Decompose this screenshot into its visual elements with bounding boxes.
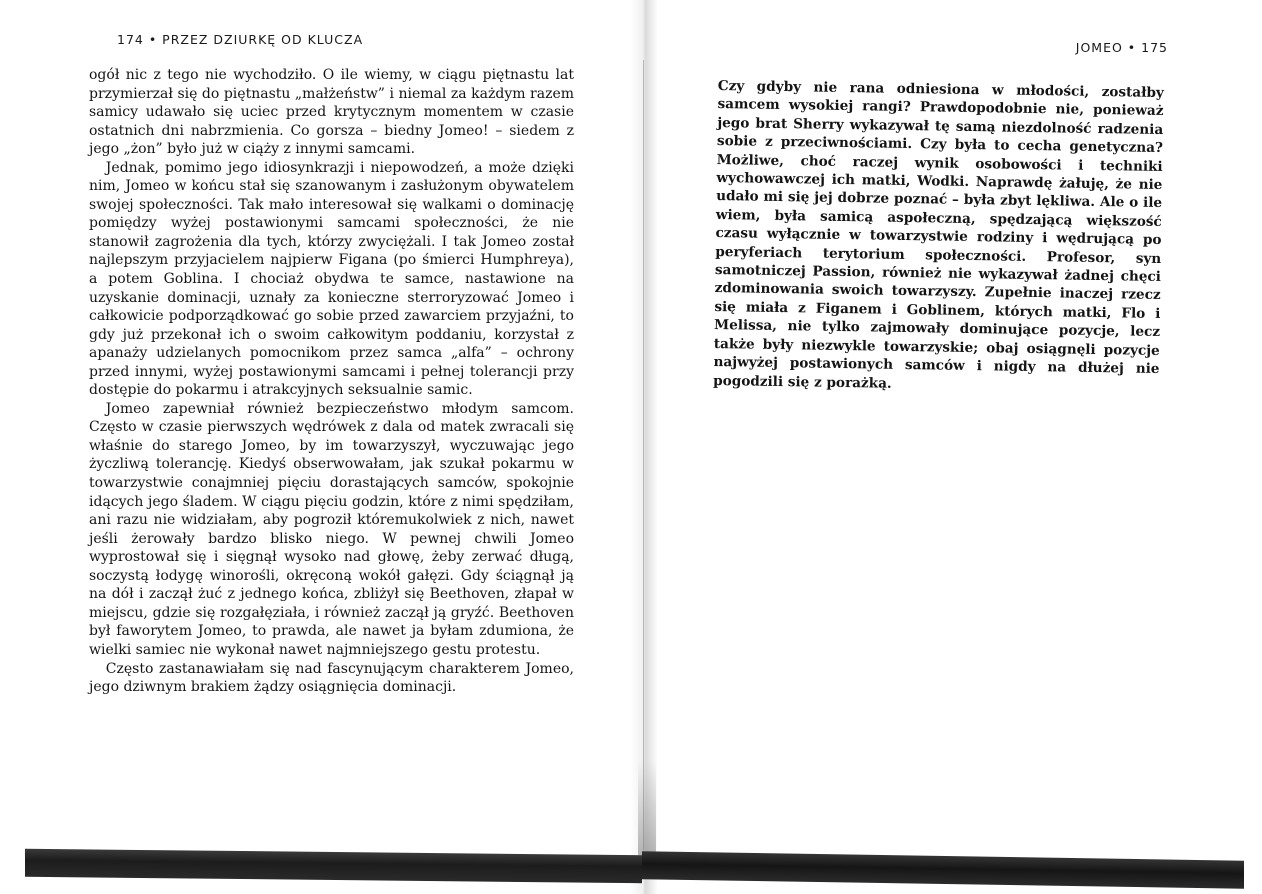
page-header-right: JOMEO • 175 (1075, 40, 1168, 55)
page-header-left: 174 • PRZEZ DZIURKĘ OD KLUCZA (117, 32, 364, 47)
right-page (644, 0, 1262, 894)
right-page-body (713, 77, 1164, 397)
paragraph: Jednak, pomimo jego idiosynkrazji i niepowodzeń, a może dzięki nim, Jomeo w końcu stał się szanowanym i zasłużonym obywatelem swojej społeczności. Tak mało interesował się walkami o dominację pomiędzy wyżej postawionymi samcami społeczności, że nie stanowił zagrożenia dla tych, którzy zwyciężali. I tak Jomeo został najlepszym przyjacielem najpierw Figana (po śmierci Humphreya), a potem Goblina. I chociaż obydwa te samce, nastawione na uzyskanie dominacji, uznały za konieczne sterroryzować Jomeo i całkowicie podporządkować go sobie przed zawarciem przyjaźni, to gdy już przekonał ich o swoim całkowitym poddaniu, korzystał z apanaży udzielanych pomocnikom przez samca „alfa” – ochrony przed innymi, wyżej postawionymi samcami i pełnej tolerancji przy dostępie do pokarmu i atrakcyjnych seksualnie samic. (89, 159, 574, 399)
scan-edge-band (0, 848, 1262, 894)
left-page-body (89, 66, 574, 697)
scan-edge-left (25, 849, 642, 883)
scan-edge-right (642, 851, 1244, 888)
paragraph: Często zastanawiałam się nad fascynującym charakterem Jomeo, jego dziwnym brakiem żądzy osiągnięcia dominacji. (89, 660, 574, 696)
paragraph: Jomeo zapewniał również bezpieczeństwo młodym samcom. Często w czasie pierwszych wędrówek z dala od matek zwracali się właśnie do starego Jomeo, by im towarzyszył, wyczuwając jego życzliwą tolerancję. Kiedyś obserwowałam, jak szukał pokarmu w towarzystwie conajmniej pięciu dorastających samców, spokojnie idących jego śladem. W ciągu pięciu godzin, które z nimi spędziłam, ani razu nie widziałam, aby pogroził któremukolwiek z nich, nawet jeśli żerowały bardzo blisko niego. W pewnej chwili Jomeo wyprostował się i sięgnął wysoko nad głowę, żeby zerwać długą, soczystą łodygę winorośli, okręconą wokół gałęzi. Gdy ściągnął ją na dół i zaczął żuć z jednego końca, zbliżył się Beethoven, złapał w miejscu, gdzie się rozgałęziała, i również zaczął ją gryźć. Beethoven był faworytem Jomeo, to prawda, ale nawet ja byłam zdumiona, że wielki samiec nie wykonał nawet najmniejszego gestu protestu. (89, 400, 574, 658)
paragraph: Czy gdyby nie rana odniesiona w młodości, zostałby samcem wysokiej rangi? Prawdopodobnie nie, ponieważ jego brat Sherry wykazywał tę samą niezdolność radzenia sobie z przeciwnościami. Czy była to cecha genetyczna? Możliwe, choć raczej wynik osobowości i techniki wychowawczej ich matki, Wodki. Naprawdę żałuję, że nie udało mi się jej dobrze poznać – była zbyt lękliwa. Ale o ile wiem, była samicą aspołeczną, spędzającą większość czasu wyłącznie w towarzystwie rodziny i wędrującą po peryferiach terytorium społeczności. Profesor, syn samotniczej Passion, również nie wykazywał żadnej chęci zdominowania swoich towarzyszy. Zupełnie inaczej rzecz się miała z Figanem i Goblinem, których matki, Flo i Melissa, nie tylko zajmowały dominujące pozycje, lecz także były niezwykle towarzyskie; obaj osiągnęli pozycje najwyżej postawionych samców i nigdy na dłużej nie pogodzili się z porażką. (713, 77, 1164, 392)
paragraph: ogół nic z tego nie wychodziło. O ile wiemy, w ciągu piętnastu lat przymierzał się do piętnastu „małżeństw” i niemal za każdym razem samicy udawało się uciec przed krytycznym momentem w czasie ostatnich dni nabrzmienia. Co gorsza – biedny Jomeo! – siedem z jego „żon” było już w ciąży z innymi samcami. (89, 67, 574, 158)
